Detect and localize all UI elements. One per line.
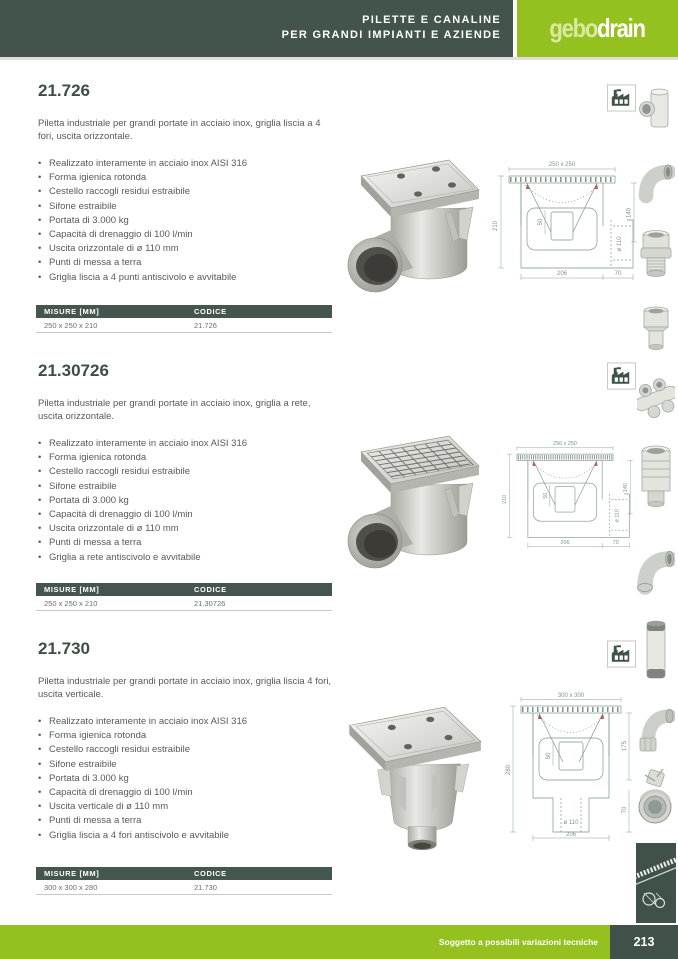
elbow-nut-fitting-icon — [637, 694, 675, 760]
feature-item: • Realizzato interamente in acciaio inox AISI 316 — [38, 437, 338, 451]
product-photo — [331, 691, 485, 858]
product-section-21730 — [0, 618, 678, 900]
reducer-fitting-icon — [637, 303, 675, 353]
feature-item: • Forma igienica rotonda — [38, 451, 338, 465]
dim-right: 140 — [623, 483, 630, 493]
dim-inner: 50 — [542, 492, 549, 499]
dim-top: 300 x 300 — [557, 693, 585, 699]
col-header-misure: MISURE [MM] — [44, 307, 100, 316]
product-code: 21.30726 — [38, 361, 109, 380]
dim-bottom: 206 — [565, 832, 577, 838]
technical-drawing — [497, 436, 633, 561]
feature-item: • Uscita orizzontale di ø 110 mm — [38, 522, 338, 536]
dim-top: 250 x 250 — [553, 441, 577, 448]
dim-diameter: ø 110 — [614, 508, 621, 523]
pipe-installation-photo — [636, 843, 676, 923]
feature-item: • Realizzato interamente in acciaio inox AISI 316 — [38, 715, 338, 729]
page-title-line2: PER GRANDI IMPIANTI E AZIENDE — [281, 29, 501, 41]
feature-list — [38, 715, 338, 843]
factory-icon — [607, 84, 636, 112]
feature-item: • Cestello raccogli residui estraibile — [38, 743, 338, 757]
dim-bottom-left: 206 — [556, 271, 568, 277]
feature-item: • Forma igienica rotonda — [38, 171, 338, 185]
dim-bottom-right: 70 — [612, 539, 619, 546]
table-row — [36, 318, 332, 333]
feature-item: • Cestello raccogli residui estraibile — [38, 465, 338, 479]
feature-item: • Forma igienica rotonda — [38, 729, 338, 743]
dim-bottom-left: 206 — [560, 539, 570, 546]
feature-item: • Punti di messa a terra — [38, 814, 338, 828]
factory-icon — [607, 640, 636, 668]
technical-drawing — [487, 156, 637, 294]
feature-item: • Sifone estraibile — [38, 480, 338, 494]
page-title-line1: PILETTE E CANALINE — [362, 14, 501, 26]
dim-right: 140 — [626, 207, 633, 219]
dim-inner: 50 — [538, 218, 544, 226]
feature-list — [38, 437, 338, 565]
elbow-fitting-icon — [637, 543, 675, 601]
feature-item: • Uscita verticale di ø 110 mm — [38, 800, 338, 814]
drain-photo-vertical-flat — [331, 691, 485, 858]
footer-note: Soggetto a possibili variazioni tecniche — [438, 937, 598, 947]
footer-bar — [0, 925, 678, 959]
dim-right: 175 — [622, 740, 628, 752]
feature-item: • Punti di messa a terra — [38, 256, 338, 270]
feature-item: • Cestello raccogli residui estraibile — [38, 185, 338, 199]
logo-part-gebo: gebo — [549, 13, 598, 43]
dim-bottom-right: 70 — [614, 271, 622, 277]
dim-left: 280 — [506, 764, 512, 776]
elbow-fitting-icon — [637, 158, 675, 206]
dim-diameter: ø 110 — [617, 236, 623, 252]
section-drawing-horizontal — [487, 156, 637, 294]
header-bar — [0, 0, 513, 57]
table-row — [36, 596, 332, 611]
spec-table-header — [36, 583, 332, 596]
cell-codice: 21.726 — [194, 320, 217, 330]
col-header-codice: CODICE — [194, 307, 227, 316]
cell-misure: 300 x 300 x 280 — [44, 882, 98, 892]
feature-item: • Punti di messa a terra — [38, 536, 338, 550]
cell-misure: 250 x 250 x 210 — [44, 320, 98, 330]
cross-fitting-icon — [637, 368, 675, 428]
feature-item: • Portata di 3.000 kg — [38, 214, 338, 228]
dim-top: 250 x 250 — [548, 162, 576, 168]
feature-item: • Capacità di drenaggio di 100 l/min — [38, 508, 338, 522]
dim-inner: 50 — [546, 752, 552, 760]
feature-item: • Realizzato interamente in acciaio inox AISI 316 — [38, 157, 338, 171]
coupling-fitting-icon — [637, 441, 675, 513]
pipe-clamp-icon — [637, 763, 675, 835]
product-description: Piletta industriale per grandi portate in acciaio inox, griglia liscia 4 fori, uscita verticale. — [38, 676, 332, 700]
dim-diameter: ø 110 — [563, 820, 579, 826]
feature-item: • Portata di 3.000 kg — [38, 494, 338, 508]
feature-item: • Sifone estraibile — [38, 200, 338, 214]
section-drawing-horizontal-mesh — [497, 436, 633, 561]
drain-photo-horizontal-mesh — [333, 422, 483, 572]
pipe-nipple-icon — [637, 618, 675, 682]
product-code: 21.730 — [38, 639, 90, 658]
product-description: Piletta industriale per grandi portate in acciaio inox, griglia a rete, uscita orizzontale. — [38, 398, 311, 422]
fittings-sidebar — [634, 0, 678, 959]
feature-item: • Capacità di drenaggio di 100 l/min — [38, 228, 338, 242]
product-section-2130726 — [0, 340, 678, 618]
feature-item: • Griglia a rete antiscivolo e avvitabile — [38, 551, 338, 565]
threaded-adapter-icon — [637, 226, 675, 282]
spec-table-header — [36, 867, 332, 880]
dim-right-lower: 70 — [622, 806, 628, 814]
spec-table — [36, 583, 332, 611]
feature-list — [38, 157, 338, 285]
dim-left: 210 — [493, 220, 499, 232]
col-header-misure: MISURE [MM] — [44, 869, 100, 878]
section-drawing-vertical — [505, 690, 637, 842]
factory-icon — [607, 362, 636, 390]
feature-item: • Griglia liscia a 4 fori antiscivolo e avvitabile — [38, 829, 338, 843]
product-section-21726 — [0, 60, 678, 340]
logo-part-drain: drain — [597, 13, 646, 43]
col-header-misure: MISURE [MM] — [44, 585, 100, 594]
cell-codice: 21.30726 — [194, 598, 226, 608]
col-header-codice: CODICE — [194, 869, 227, 878]
product-photo — [333, 146, 483, 296]
table-row — [36, 880, 332, 895]
spec-table — [36, 867, 332, 895]
product-description: Piletta industriale per grandi portate in acciaio inox, griglia liscia a 4 fori, uscita orizzontale. — [38, 118, 321, 142]
feature-item: • Uscita orizzontale di ø 110 mm — [38, 242, 338, 256]
feature-item: • Portata di 3.000 kg — [38, 772, 338, 786]
spec-table-header — [36, 305, 332, 318]
feature-item: • Griglia liscia a 4 punti antiscivolo e avvitabile — [38, 271, 338, 285]
technical-drawing — [505, 690, 637, 842]
tee-fitting-icon — [637, 85, 675, 133]
brand-logo — [550, 13, 645, 44]
product-photo — [333, 422, 483, 572]
cell-codice: 21.730 — [194, 882, 217, 892]
drain-photo-horizontal-flat — [333, 146, 483, 296]
dim-left: 210 — [502, 494, 509, 504]
page-number: 213 — [610, 925, 678, 959]
feature-item: • Sifone estraibile — [38, 758, 338, 772]
page-title — [282, 13, 501, 43]
spec-table — [36, 305, 332, 333]
feature-item: • Capacità di drenaggio di 100 l/min — [38, 786, 338, 800]
cell-misure: 250 x 250 x 210 — [44, 598, 98, 608]
product-code: 21.726 — [38, 81, 90, 100]
col-header-codice: CODICE — [194, 585, 227, 594]
